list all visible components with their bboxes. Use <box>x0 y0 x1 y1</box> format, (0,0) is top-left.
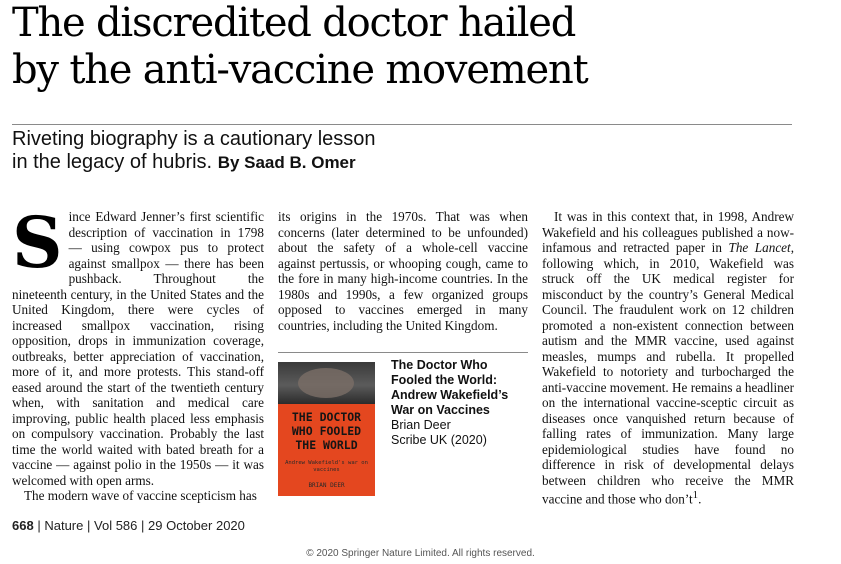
book-cover-title-line: WHO FOOLED <box>291 424 362 438</box>
standfirst <box>12 128 532 174</box>
standfirst-line-1: Riveting biography is a cautionary lesson <box>12 128 376 150</box>
issue-date: 29 October 2020 <box>148 518 245 533</box>
body-column-3 <box>542 209 794 507</box>
book-title-line: Fooled the World: <box>391 373 498 387</box>
book-cover-title-line: THE WORLD <box>295 438 358 452</box>
book-title-line: Andrew Wakefield’s <box>391 388 509 402</box>
page-footer <box>12 518 245 533</box>
book-title-line: The Doctor Who <box>391 358 488 372</box>
footer-separator: | <box>141 518 145 533</box>
book-info <box>391 358 531 448</box>
drop-cap: S <box>12 201 63 284</box>
body-text: . <box>698 491 702 507</box>
body-paragraph: its origins in the 1970s. That was when concerns (later determined to be unfounded) about the safety of a whole-cell vaccine against pertussis, or whooping cough, came to the fore in many high-income countries. In the 1980s and 1990s, a few organized groups opposed to vaccines emerged in many countries, including the United Kingdom. <box>278 209 528 333</box>
headline-line-2: by the anti-vaccine movement <box>12 47 588 93</box>
book-cover-title-line: THE DOCTOR <box>291 410 362 424</box>
book-cover-portrait <box>298 368 354 398</box>
book-cover-title <box>282 410 371 452</box>
body-paragraph: The modern wave of vaccine scepticism has <box>24 488 257 503</box>
book-author: Brian Deer <box>391 418 451 432</box>
body-column-2 <box>278 209 528 333</box>
body-paragraph <box>542 209 794 507</box>
headline <box>12 0 812 94</box>
headline-rule <box>12 124 792 125</box>
body-column-1 <box>12 201 264 504</box>
volume: Vol 586 <box>94 518 138 533</box>
book-cover-image <box>278 362 375 496</box>
book-cover-subtitle: Andrew Wakefield's war on vaccines <box>285 460 368 473</box>
headline-line-1: The discredited doctor hailed <box>12 0 576 46</box>
copyright-notice: © 2020 Springer Nature Limited. All rights reserved. <box>306 548 535 559</box>
body-text: , following which, in 2010, Wakefield was struck off the UK medical register for misconduct by the country’s General Medical Council. The fraudulent work on 12 children promoted a non-existent connection between autism and the MMR vaccine, used against measles, mumps and rubella. It propelled Wakefield to notoriety and turbocharged the anti-vaccine movement. He remains a headliner on the international vaccine-sceptic circuit as diseases once vanquished return because of falling rates of immunization. Many large epidemiological studies have found no difference in risk of developmental delays between children who receive the MMR vaccine and those who don’t <box>542 240 794 507</box>
page-number: 668 <box>12 518 34 533</box>
book-cover-author: BRIAN DEER <box>308 482 345 489</box>
journal-name: The Lancet <box>728 240 791 255</box>
footnote-ref: 1 <box>692 489 699 501</box>
byline: By Saad B. Omer <box>217 153 356 172</box>
footer-separator: | <box>37 518 41 533</box>
column-divider <box>278 352 528 353</box>
body-text: It was in this context that, in 1998, Andrew Wakefield and his colleagues published a now-infamous and retracted paper in <box>542 209 794 255</box>
footer-separator: | <box>87 518 91 533</box>
journal-title: Nature <box>44 518 84 533</box>
standfirst-line-2: in the legacy of hubris. <box>12 151 213 173</box>
book-title <box>391 358 531 418</box>
book-publisher: Scribe UK (2020) <box>391 433 487 447</box>
book-title-line: War on Vaccines <box>391 403 490 417</box>
body-paragraph: ince Edward Jenner’s first scientific description of vaccination in 1798 — using cowpox pus to protect against smallpox — there has been pushback. Throughout the nineteenth century, in the United States and the United Kingdom, there were cycles of increased smallpox vaccination, rising opposition, drops in immunization coverage, outbreaks, better appreciation of vaccination, more of it, and more protests. This stand-off eased around the start of the twentieth century when, with sanitation and medical care improving, public health placed less emphasis on compulsory vaccination. Probably the last time the world waited with bated breath for a vaccine — against polio in the 1950s — it was welcomed with open arms. <box>12 209 264 488</box>
